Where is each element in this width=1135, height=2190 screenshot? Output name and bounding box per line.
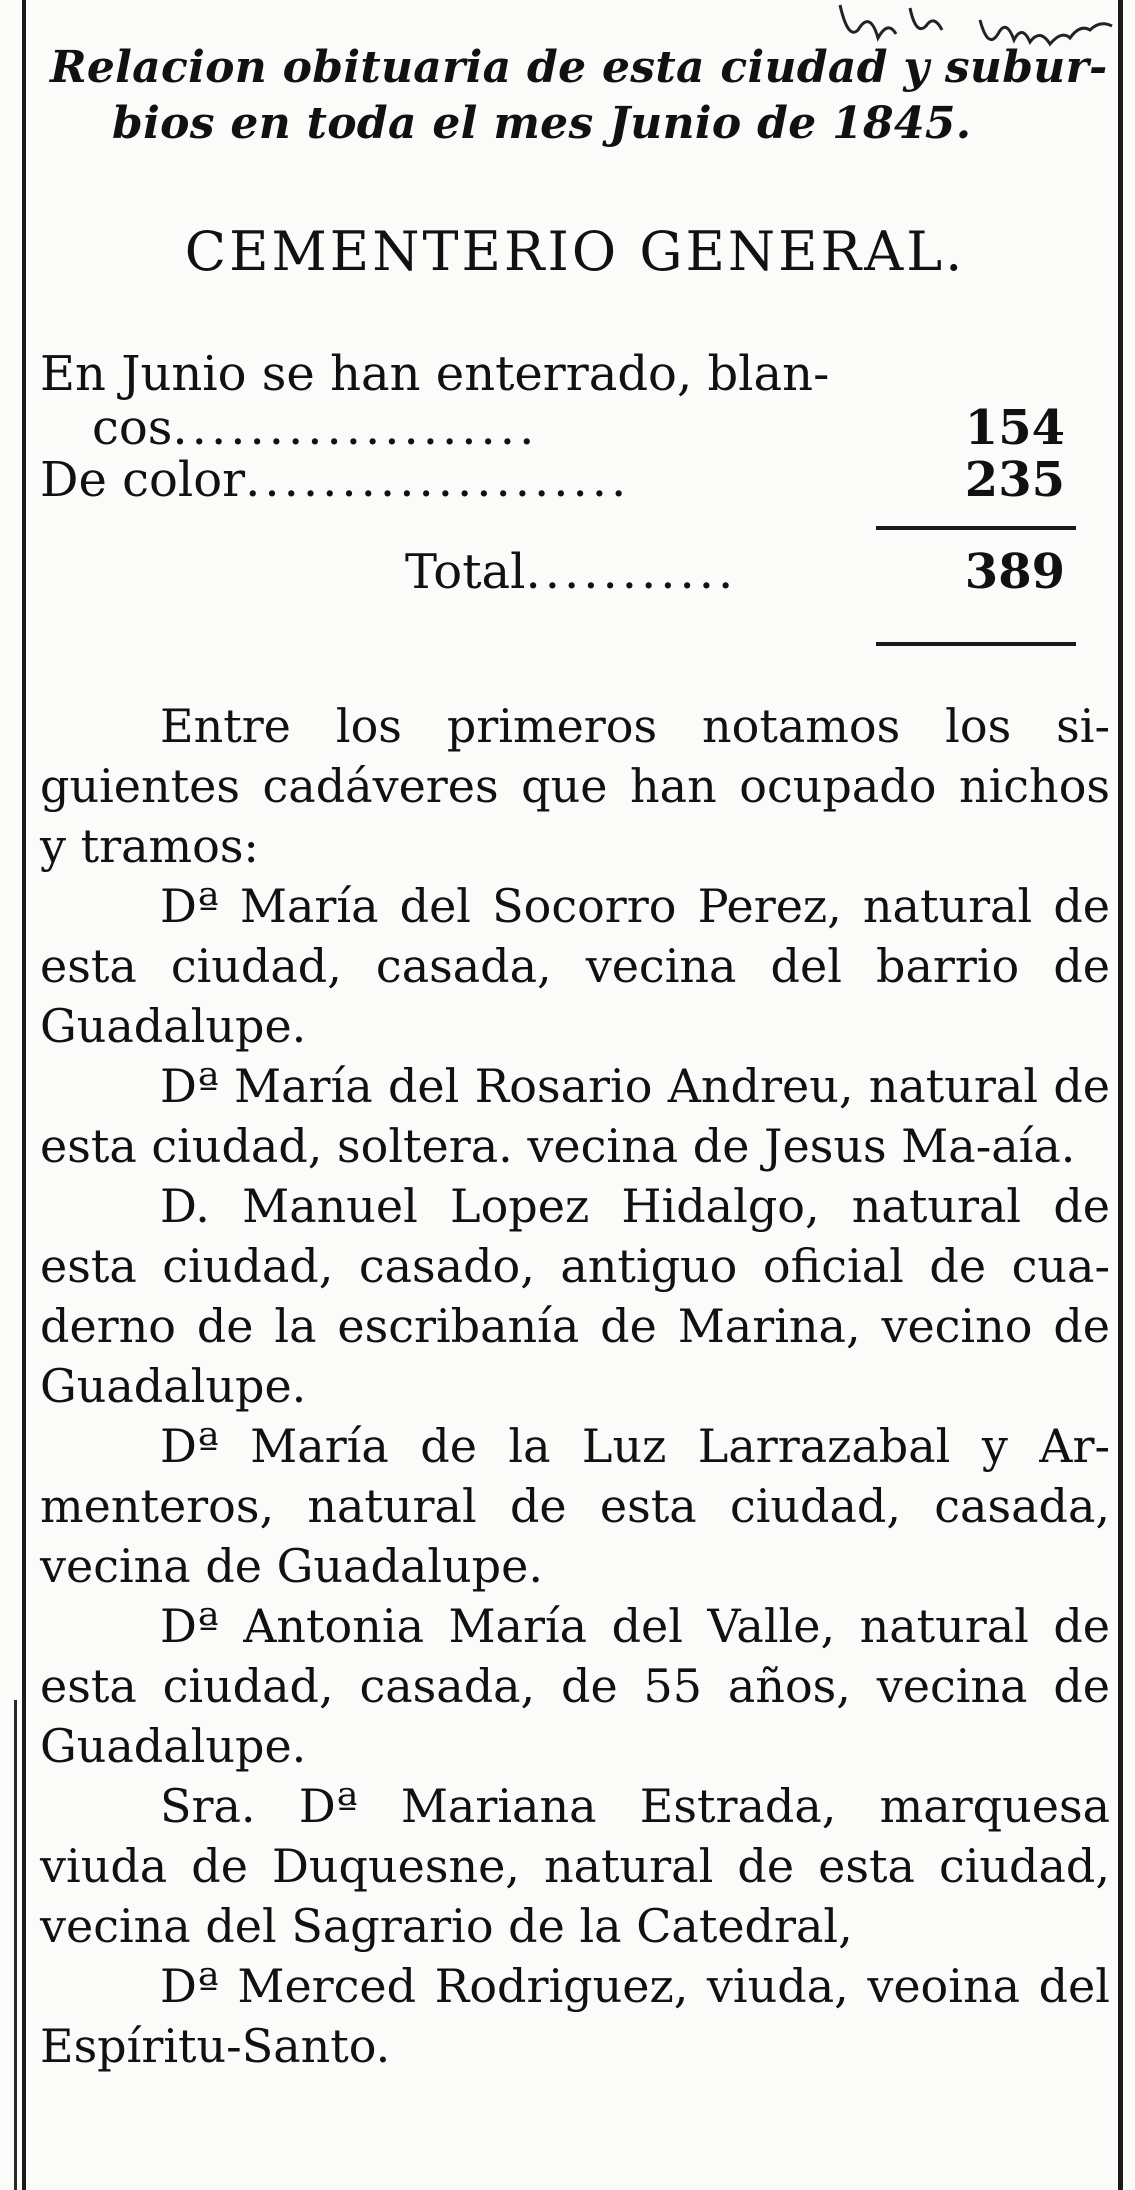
- stat-value-blancos: 154: [964, 400, 1065, 456]
- column-rule-right: [1118, 0, 1123, 2190]
- obituary-entry: D. Manuel Lopez Hidalgo, natural de esta ciudad, casado, antiguo oficial de cua-derno de la escribanía de Marina, vecino de Guadalupe.: [40, 1179, 1110, 1413]
- column-rule-left-secondary: [14, 1700, 17, 2190]
- burial-statistics: [40, 346, 1110, 696]
- obituary-entry: Dª Merced Rodriguez, viuda, veoina del Espíritu-Santo.: [40, 1959, 1110, 2073]
- sum-rule: [876, 526, 1076, 530]
- stat-label-blancos: cos: [92, 400, 173, 456]
- obituary-entry: Dª María del Rosario Andreu, natural de esta ciudad, soltera. vecina de Jesus Ma-aía.: [40, 1059, 1110, 1173]
- obituary-entry: Sra. Dª Mariana Estrada, marquesa viuda de Duquesne, natural de esta ciudad, vecina del Sagrario de la Catedral,: [40, 1779, 1110, 1953]
- intro-paragraph: Entre los primeros notamos los si-guientes cadáveres que han ocupado nichos y tramos:: [40, 699, 1110, 873]
- article-title: [40, 40, 1110, 152]
- dot-leader: ...................: [172, 400, 539, 456]
- obituary-list: [40, 696, 1110, 2076]
- article: [40, 40, 1110, 2076]
- obituary-entry: Dª María de la Luz Larrazabal y Ar-menteros, natural de esta ciudad, casada, vecina de Guadalupe.: [40, 1419, 1110, 1593]
- stat-value-color: 235: [964, 452, 1065, 508]
- total-rule: [876, 642, 1076, 646]
- stat-label-color: De color: [40, 452, 246, 508]
- stat-label-total: Total: [405, 544, 526, 600]
- stat-row-blancos: [92, 400, 538, 456]
- dot-leader: ...........: [525, 544, 738, 600]
- stat-row-total: [405, 544, 737, 600]
- section-heading: CEMENTERIO GENERAL.: [184, 220, 966, 283]
- title-line-2: bios en toda el mes Junio de 1845.: [112, 98, 972, 149]
- stat-row-color: [40, 452, 630, 508]
- obituary-entry: Dª Antonia María del Valle, natural de esta ciudad, casada, de 55 años, vecina de Guadalupe.: [40, 1599, 1110, 1773]
- stat-value-total: 389: [964, 544, 1065, 600]
- column-rule-left: [22, 0, 26, 2190]
- dot-leader: ....................: [245, 452, 631, 508]
- obituary-entry: Dª María del Socorro Perez, natural de esta ciudad, casada, vecina del barrio de Guadalupe.: [40, 879, 1110, 1053]
- title-line-1: Relacion obituaria de esta ciudad y subur-: [50, 42, 1108, 93]
- stats-intro: En Junio se han enterrado, blan-: [40, 346, 830, 402]
